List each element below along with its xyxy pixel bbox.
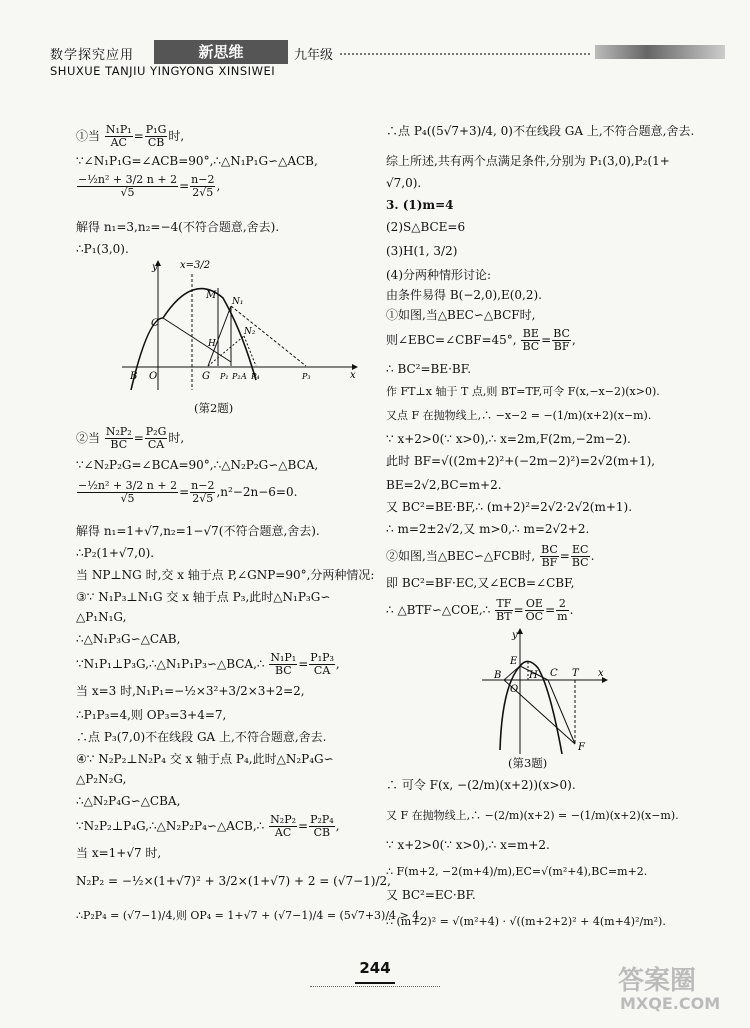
fraction-denominator: 2√5 [192,492,214,505]
text-line: 由条件易得 B(−2,0),E(0,2). [386,288,542,302]
text-line: ∴△N₁P₃G∽△CAB, [76,632,181,646]
text-span: ∴ △BTF∽△COE,∴ [386,603,491,617]
fraction-denominator: CB [147,136,165,149]
fraction [190,174,215,199]
fraction [145,124,168,149]
text-line [386,598,573,623]
fraction [77,480,178,505]
fraction-denominator: AC [274,826,292,839]
fraction-numerator: OE [525,597,543,610]
fraction-denominator: √5 [120,186,135,199]
equals-sign: = [298,819,309,833]
fraction-numerator: P₂G [145,425,167,438]
label-f: F [578,742,585,753]
text-line: 又 BC²=EC·BF. [386,888,476,902]
text-line: (4)分两种情形讨论: [386,268,492,282]
equals-sign: = [133,129,144,143]
label-o: O [510,684,519,695]
label-axis-equation: x=3/2 [180,260,211,271]
text-line: 作 FT⊥x 轴于 T 点,则 BT=TF,可令 F(x,−x−2)(x>0). [386,385,660,398]
label-y: y [152,262,158,273]
fraction-denominator: 2√5 [192,186,214,199]
text-line: 当 x=3 时,N₁P₁=−½×3²+3/2×3+2=2, [76,684,305,698]
fraction [521,328,540,353]
text-line [76,814,340,839]
text-line: △P₂N₂G, [76,772,127,786]
y-arrow-icon [517,628,523,634]
text-line: ∴ (m+2)² = √(m²+4) · √((m+2+2)² + 4(m+4)²/m²). [386,915,666,928]
text-span: ∵N₁P₁⊥P₃G,∴△N₁P₁P₃∽△BCA,∴ [76,657,265,671]
text-line [76,652,340,677]
text-line: 3. (1)m=4 [386,198,454,212]
text-span: ②如图,当△BEC∽△FCB时, [386,549,536,563]
fraction-numerator: N₁P₁ [270,651,297,664]
text-line: 解得 n₁=1+√7,n₂=1−√7(不符合题意,舍去). [76,524,320,538]
figure-2-caption: (第2题) [194,401,234,415]
text-line: 当 NP⊥NG 时,交 x 轴于点 P,∠GNP=90°,分两种情况: [76,568,375,582]
text-line: ∴P₂(1+√7,0). [76,546,155,560]
header-decor-bar [595,45,725,59]
fraction [309,652,335,677]
figure-2 [118,258,358,393]
equals-sign: = [179,179,190,193]
fraction-numerator: EC [571,543,589,556]
label-n1: N₁ [232,297,244,307]
text-line: ∵ x+2>0(∵ x>0),∴ x=2m,F(2m,−2m−2). [386,432,631,446]
label-m: M [206,290,217,301]
label-g: G [202,371,210,382]
text-line: 又 F 在抛物线上,∴ −(2/m)(x+2) = −(1/m)(x+2)(x−m). [386,809,679,822]
equals-sign: = [545,603,556,617]
label-n2: N₂ [244,327,256,337]
text-span: ②当 [76,431,101,445]
label-e: E [510,656,518,667]
label-t: T [572,668,579,679]
equals-sign: = [541,333,552,347]
text-line: (2)S△BCE=6 [386,220,466,234]
equals-sign: = [133,431,144,445]
grade-label: 九年级 [294,48,334,63]
label-h: H [208,339,216,349]
text-line: ③∵ N₁P₃⊥N₁G 交 x 轴于点 P₃,此时△N₁P₃G∽ [76,590,331,604]
fraction-numerator: BC [553,327,570,340]
text-line [76,174,220,199]
fraction [525,598,544,623]
text-span: . [569,603,574,617]
text-line: △P₁N₁G, [76,610,127,624]
fraction-denominator: BC [274,664,292,677]
text-span: , [335,819,340,833]
text-line: ∴点 P₄((5√7+3)/4, 0)不在线段 GA 上,不符合题意,舍去. [386,124,695,138]
text-span: ,n²−2n−6=0. [216,485,298,499]
fraction-numerator: N₂P₂ [270,813,297,826]
label-x: x [598,668,604,679]
text-line: (3)H(1, 3/2) [386,244,458,258]
fraction-denominator: CA [313,664,331,677]
text-line: ∴P₁P₃=4,则 OP₃=3+4=7, [76,708,227,722]
text-line: √7,0). [386,176,422,190]
text-line [76,480,297,505]
fraction-denominator: AC [110,136,127,149]
series-title: 数学探究应用 [50,48,135,63]
text-line: N₂P₂ = −½×(1+√7)² + 3/2×(1+√7) + 2 = (√7−1)/2, [76,874,391,888]
fraction-numerator: BE [522,327,539,340]
segment-gn1 [208,306,231,366]
text-line: 又 BC²=BE·BF,∴ (m+2)²=2√2·2√2(m+1). [386,500,633,514]
fraction-denominator: BC [522,340,540,353]
equals-sign: = [179,485,190,499]
fraction [556,598,568,623]
text-line [76,426,184,451]
text-line: 又点 F 在抛物线上,∴ −x−2 = −(1/m)(x+2)(x−m). [386,409,652,422]
label-x: x [350,370,356,381]
text-span: ∵N₂P₂⊥P₄G,∴△N₂P₂P₄∽△ACB,∴ [76,819,265,833]
page-number: 244 [359,959,391,977]
fraction [77,174,178,199]
segment-cf [548,680,575,744]
fraction-numerator: N₂P₂ [105,425,132,438]
fraction-numerator: TF [496,597,512,610]
text-span: , [335,657,340,671]
fraction [552,328,571,353]
fraction-numerator: n−2 [191,173,215,186]
fraction [540,544,559,569]
figure-3-caption: (第3题) [508,756,548,770]
text-line: ∴△N₂P₄G∽△CBA, [76,794,181,808]
segment-n1p3 [231,306,306,366]
fraction [495,598,512,623]
label-a: A [241,372,247,381]
label-h: H [529,670,538,681]
fraction-numerator: P₂P₄ [310,813,334,826]
text-span: 则∠EBC=∠CBF=45°, [386,333,517,347]
text-line [76,124,184,149]
text-line: BE=2√2,BC=m+2. [386,478,502,492]
header-dotted-rule [340,53,590,55]
label-c: C [550,668,558,679]
label-p2: P₂ [232,372,241,381]
text-line: ∴ 可令 F(x, −(2/m)(x+2))(x>0). [386,778,576,792]
fraction-numerator: BC [541,543,558,556]
text-span: 时, [168,129,185,143]
series-pinyin: SHUXUE TANJIU YINGYONG XINSIWEI [50,64,276,78]
fraction-denominator: OC [525,610,544,623]
text-span: 时, [168,431,185,445]
label-p4: P₄ [251,372,260,381]
label-c: C [151,318,159,329]
text-line: 即 BC²=BF·EC,又∠ECB=∠CBF, [386,576,575,590]
text-line: 当 x=1+√7 时, [76,846,162,860]
fraction-denominator: √5 [120,492,135,505]
fraction [571,544,590,569]
text-line [386,544,594,569]
equals-sign: = [513,603,524,617]
text-line [386,328,576,353]
fraction [145,426,168,451]
fraction-denominator: BT [496,610,512,623]
text-line: 综上所述,共有两个点满足条件,分别为 P₁(3,0),P₂(1+ [386,154,670,168]
label-o: O [149,371,158,382]
fraction-denominator: BC [110,438,128,451]
fraction-denominator: BC [571,556,589,569]
fraction [105,426,133,451]
fraction-denominator: CA [147,438,165,451]
fraction-numerator: −½n² + 3/2 n + 2 [78,173,178,186]
page-number-underline [355,982,395,984]
text-span: , [571,333,576,347]
fraction-numerator: P₁P₃ [310,651,334,664]
text-line: ∴点 P₃(7,0)不在线段 GA 上,不符合题意,舍去. [76,730,327,744]
text-line: 解得 n₁=3,n₂=−4(不符合题意,舍去). [76,220,280,234]
fraction-numerator: 2 [556,598,568,611]
text-span: , [216,179,221,193]
fraction [309,814,335,839]
text-line: 此时 BF=√((2m+2)²+(−2m−2)²)=2√2(m+1), [386,454,656,468]
text-span: ①当 [76,129,101,143]
watermark-logo: 答案圈 [618,966,697,996]
text-line: ∴ m=2±2√2,又 m>0,∴ m=2√2+2. [386,522,590,536]
figure-3 [480,626,610,756]
text-line: ∴ BC²=BE·BF. [386,362,472,376]
fraction-numerator: −½n² + 3/2 n + 2 [78,479,178,492]
series-badge: 新思维 [154,40,288,64]
label-p3: P₃ [302,372,311,381]
text-line: ∴P₂P₄ = (√7−1)/4,则 OP₄ = 1+√7 + (√7−1)/4 = (5√7+3)/4 > 4, [76,909,423,922]
fraction-denominator: m [557,610,568,623]
fraction [269,652,297,677]
fraction-denominator: CB [313,826,331,839]
fraction-numerator: N₁P₁ [105,123,132,136]
watermark-url: MXQE.COM [620,994,721,1013]
text-line: ∵ x+2>0(∵ x>0),∴ x=m+2. [386,838,550,852]
fraction-numerator: n−2 [191,479,215,492]
text-line: ①如图,当△BEC∽△BCF时, [386,308,536,322]
footer-dotted-rule [310,986,440,987]
text-line: ∵∠N₁P₁G=∠ACB=90°,∴△N₁P₁G∽△ACB, [76,154,318,168]
label-y: y [512,630,518,641]
text-line: ∴P₁(3,0). [76,242,129,256]
fraction [190,480,215,505]
fraction [269,814,297,839]
text-span: . [590,549,595,563]
equals-sign: = [298,657,309,671]
label-p1: P₁ [220,372,229,381]
fraction-numerator: P₁G [145,123,167,136]
fraction-denominator: BF [541,556,558,569]
equals-sign: = [559,549,570,563]
text-line: ∵∠N₂P₂G=∠BCA=90°,∴△N₂P₂G∽△BCA, [76,458,319,472]
fraction-denominator: BF [553,340,570,353]
label-b: B [130,371,138,382]
label-b: B [494,670,502,681]
text-line: ∴ F(m+2, −2(m+4)/m),EC=√(m²+4),BC=m+2. [386,865,648,878]
fraction [105,124,133,149]
page-header [50,44,700,80]
text-line: ④∵ N₂P₂⊥N₂P₄ 交 x 轴于点 P₄,此时△N₂P₄G∽ [76,752,334,766]
